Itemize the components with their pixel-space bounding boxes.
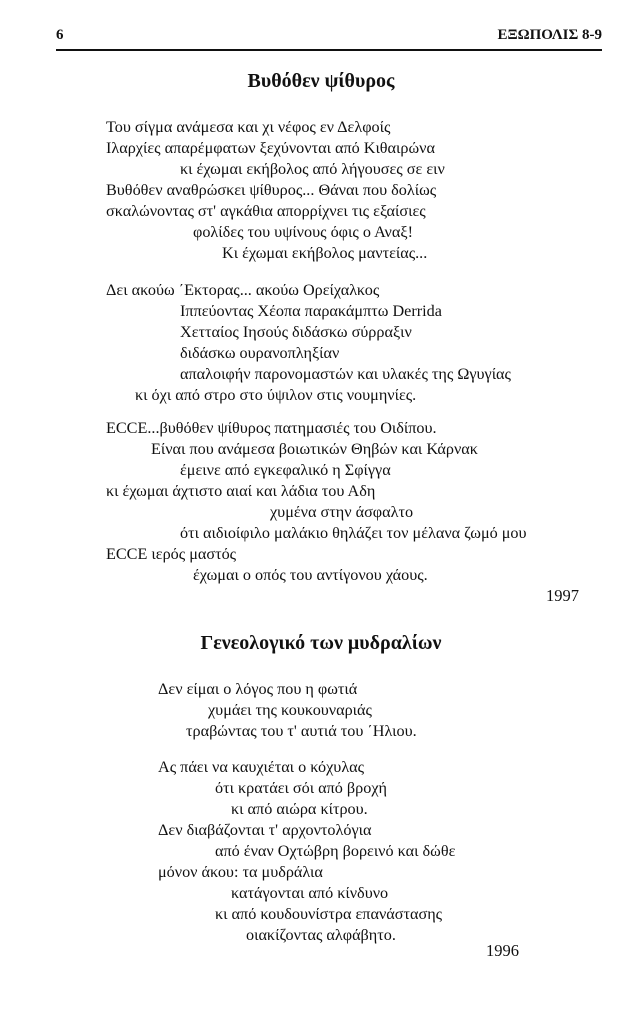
poem-line: Βυθόθεν αναθρώσκει ψίθυρος... Θάναι που δολίως [106, 181, 437, 199]
poem-line: έμεινε από εγκεφαλικό η Σφίγγα [180, 461, 391, 479]
poem-line: κι από αιώρα κίτρου. [231, 800, 368, 818]
poem-year: 1997 [546, 586, 579, 605]
poem-line: Του σίγμα ανάμεσα και χι νέφος εν Δελφοίς [106, 118, 391, 136]
poem-line: έχωμαι ο οπός του αντίγονου χάους. [193, 566, 428, 584]
poem-line: σκαλώνοντας στ' αγκάθια απορρίχνει τις εξαίσιες [106, 202, 426, 220]
poem-line: κι όχι από στρο στο ύψιλον στις νουμηνίες. [135, 386, 417, 404]
header-rule [56, 49, 602, 51]
poem-line: Χετταίος Ιησούς διδάσκω σύρραξιν [180, 323, 412, 341]
poem-line: Ιππεύοντας Χέοπα παρακάμπτω Derrida [180, 302, 442, 320]
poem-line: μόνον άκου: τα μυδράλια [158, 863, 323, 881]
poem-year: 1996 [486, 941, 519, 960]
poem-line: κι έχωμαι εκήβολος από λήγουσες σε ειν [180, 160, 445, 178]
poem-line: Δει ακούω ΄Εκτορας... ακούω Ορείχαλκος [106, 281, 380, 299]
poem-line: κατάγονται από κίνδυνο [231, 884, 389, 902]
poem-title: Βυθόθεν ψίθυρος [247, 70, 395, 92]
poem-line: κι από κουδουνίστρα επανάστασης [215, 905, 443, 923]
poem-line: Δεν είμαι ο λόγος που η φωτιά [158, 680, 358, 698]
poem-line: οιακίζοντας αλφάβητο. [246, 926, 396, 944]
poem-line: χυμάει της κουκουναριάς [208, 701, 372, 719]
poem-line: διδάσκω ουρανοπληξίαν [180, 344, 340, 362]
poem-line: Ας πάει να καυχιέται ο κόχυλας [158, 758, 365, 776]
page-header [56, 24, 602, 52]
poem-line: απαλοιφήν παρονομαστών και υλακές της Ωγυγίας [180, 365, 511, 383]
poem-line: ότι κρατάει σόι από βροχή [215, 779, 387, 797]
poem-line: τραβώντας του τ' αυτιά του ΄Ηλιου. [186, 722, 417, 740]
poem-line: από έναν Οχτώβρη βορεινό και δώθε [215, 842, 456, 860]
poem-line: Είναι που ανάμεσα βοιωτικών Θηβών και Κάρνακ [151, 440, 478, 458]
page-number: 6 [56, 27, 64, 43]
poem-line: ότι αιδιοίφιλο μαλάκιο θηλάζει τον μέλανα ζωμό μου [180, 524, 527, 542]
poem-title: Γενεολογικό των μυδραλίων [200, 632, 442, 654]
poem-line: ECCE ιερός μαστός [106, 545, 237, 563]
poem-line: Κι έχωμαι εκήβολος μαντείας... [222, 244, 428, 262]
poem-line: κι έχωμαι άχτιστο αιαί και λάδια του Αδη [106, 482, 376, 500]
poem-line: χυμένα στην άσφαλτο [270, 503, 414, 521]
poem-line: ECCE...βυθόθεν ψίθυρος πατημασιές του Οιδίπου. [106, 419, 437, 437]
journal-title: ΕΞΩΠΟΛΙΣ 8-9 [497, 27, 602, 43]
poem-line: Δεν διαβάζονται τ' αρχοντολόγια [158, 821, 372, 839]
poem-line: φολίδες του υψίνους όφις ο Αναξ! [193, 223, 413, 241]
poem-line: Ιλαρχίες απαρέμφατων ξεχύνονται από Κιθαιρώνα [106, 139, 435, 157]
